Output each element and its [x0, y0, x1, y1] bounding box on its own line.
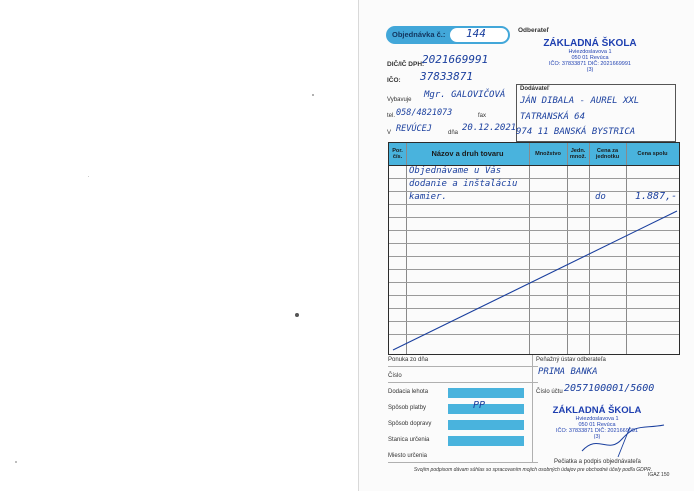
delivery-field — [448, 388, 524, 398]
signature-stamp-street: Hviezdoslavova 1 — [575, 416, 619, 422]
signature-label: Pečiatka a podpis objednávateľa — [554, 459, 641, 465]
order-form — [382, 14, 676, 478]
date-value: 20.12.2021 — [462, 123, 517, 133]
delivery-label: Dodacia lehota — [388, 389, 429, 395]
strike-through-line — [389, 143, 679, 354]
supplier-label: Dodávateľ — [520, 86, 550, 92]
speck — [15, 461, 17, 463]
bank-value: PRIMA BANKA — [538, 367, 598, 377]
buyer-stamp-ids: IČO: 37833871 DIČ: 2021669991 — [549, 61, 631, 67]
section-divider — [532, 355, 533, 463]
buyer-stamp-name: ZÁKLADNÁ ŠKOLA — [543, 38, 637, 49]
buyer-label: Odberateľ — [518, 27, 550, 34]
fax-label: fax — [478, 113, 487, 119]
transport-field — [448, 420, 524, 430]
supplier-line1: JÁN DIBALA - AUREL XXL — [520, 96, 640, 106]
payment-label: Spôsob platby — [388, 405, 427, 411]
place-label: V — [387, 130, 392, 136]
speck — [312, 94, 314, 96]
station-label: Stanica určenia — [388, 437, 430, 443]
speck — [295, 313, 299, 317]
item-line: dodanie a inštaláciu — [409, 179, 518, 189]
dic-value: 2021669991 — [422, 53, 489, 66]
col-qty-header: Množstvo — [535, 151, 561, 157]
dic-label: DIČ/IČ DPH: — [387, 61, 425, 68]
issued-by-label: Vybavuje — [387, 97, 412, 103]
ico-label: IČO: — [387, 77, 401, 84]
item-line: Objednávame u Vás — [409, 166, 502, 176]
signature-stamp-ids: IČO: 37833871 DIČ: 2021669991 — [556, 428, 638, 434]
number-label: Číslo — [388, 373, 402, 379]
phone-label: tel. — [387, 113, 396, 119]
handwritten-signature — [578, 421, 668, 461]
ico-value: 37833871 — [420, 70, 473, 83]
col-no-header: Por. čís. — [392, 148, 403, 160]
buyer-stamp-code: (3) — [586, 67, 594, 73]
col-name-header: Názov a druh tovaru — [431, 149, 504, 158]
total-value: 1.887,- — [635, 191, 678, 202]
order-number: 144 — [466, 27, 486, 40]
row-line — [388, 462, 538, 463]
items-table — [388, 142, 680, 355]
date-label: dňa — [448, 130, 459, 136]
payment-field — [448, 404, 524, 414]
order-label: Objednávka č.: — [392, 30, 446, 39]
buyer-stamp-street: Hviezdoslavova 1 — [568, 49, 612, 55]
phone-value: 058/4821073 — [396, 108, 453, 118]
payment-value: PP — [473, 400, 486, 411]
account-value: 2057100001/5600 — [564, 383, 655, 394]
bottom-section — [388, 355, 678, 475]
buyer-stamp — [530, 38, 650, 73]
place-value: REVÚCEJ — [396, 124, 432, 134]
signature-stamp-city: 050 01 Revúca — [578, 422, 616, 428]
buyer-stamp-city: 050 01 Revúca — [571, 55, 609, 61]
form-code: IGAZ 150 — [648, 472, 670, 478]
place-of-delivery-label: Miesto určenia — [388, 453, 428, 459]
offer-label: Ponuka zo dňa — [388, 357, 429, 363]
col-unit-price-header: Cena za jednotku — [595, 148, 620, 160]
speck — [88, 176, 89, 177]
transport-label: Spôsob dopravy — [388, 421, 432, 427]
supplier-line2: TATRANSKÁ 64 — [520, 112, 586, 122]
issued-by-value: Mgr. GALOVIČOVÁ — [424, 90, 506, 100]
supplier-line3: 974 11 BANSKÁ BYSTRICA — [516, 127, 636, 137]
account-label: Číslo účtu — [536, 389, 563, 395]
col-unit-header: Jedn. množ. — [569, 148, 587, 160]
row-line — [388, 382, 538, 383]
row-line — [388, 366, 538, 367]
unit-value: do — [595, 192, 606, 202]
signature-stamp-name: ZÁKLADNÁ ŠKOLA — [552, 405, 642, 416]
gdpr-note: Svojím podpisom dávam súhlas so spracovaním mojich osobných údajov pre obchodné účely podľa GDPR. — [413, 467, 653, 473]
bank-label: Peňažný ústav odberateľa — [536, 357, 606, 363]
signature-stamp-code: (3) — [593, 434, 601, 440]
col-total-header: Cena spolu — [637, 151, 668, 157]
station-field — [448, 436, 524, 446]
item-line: kamier. — [409, 192, 447, 202]
